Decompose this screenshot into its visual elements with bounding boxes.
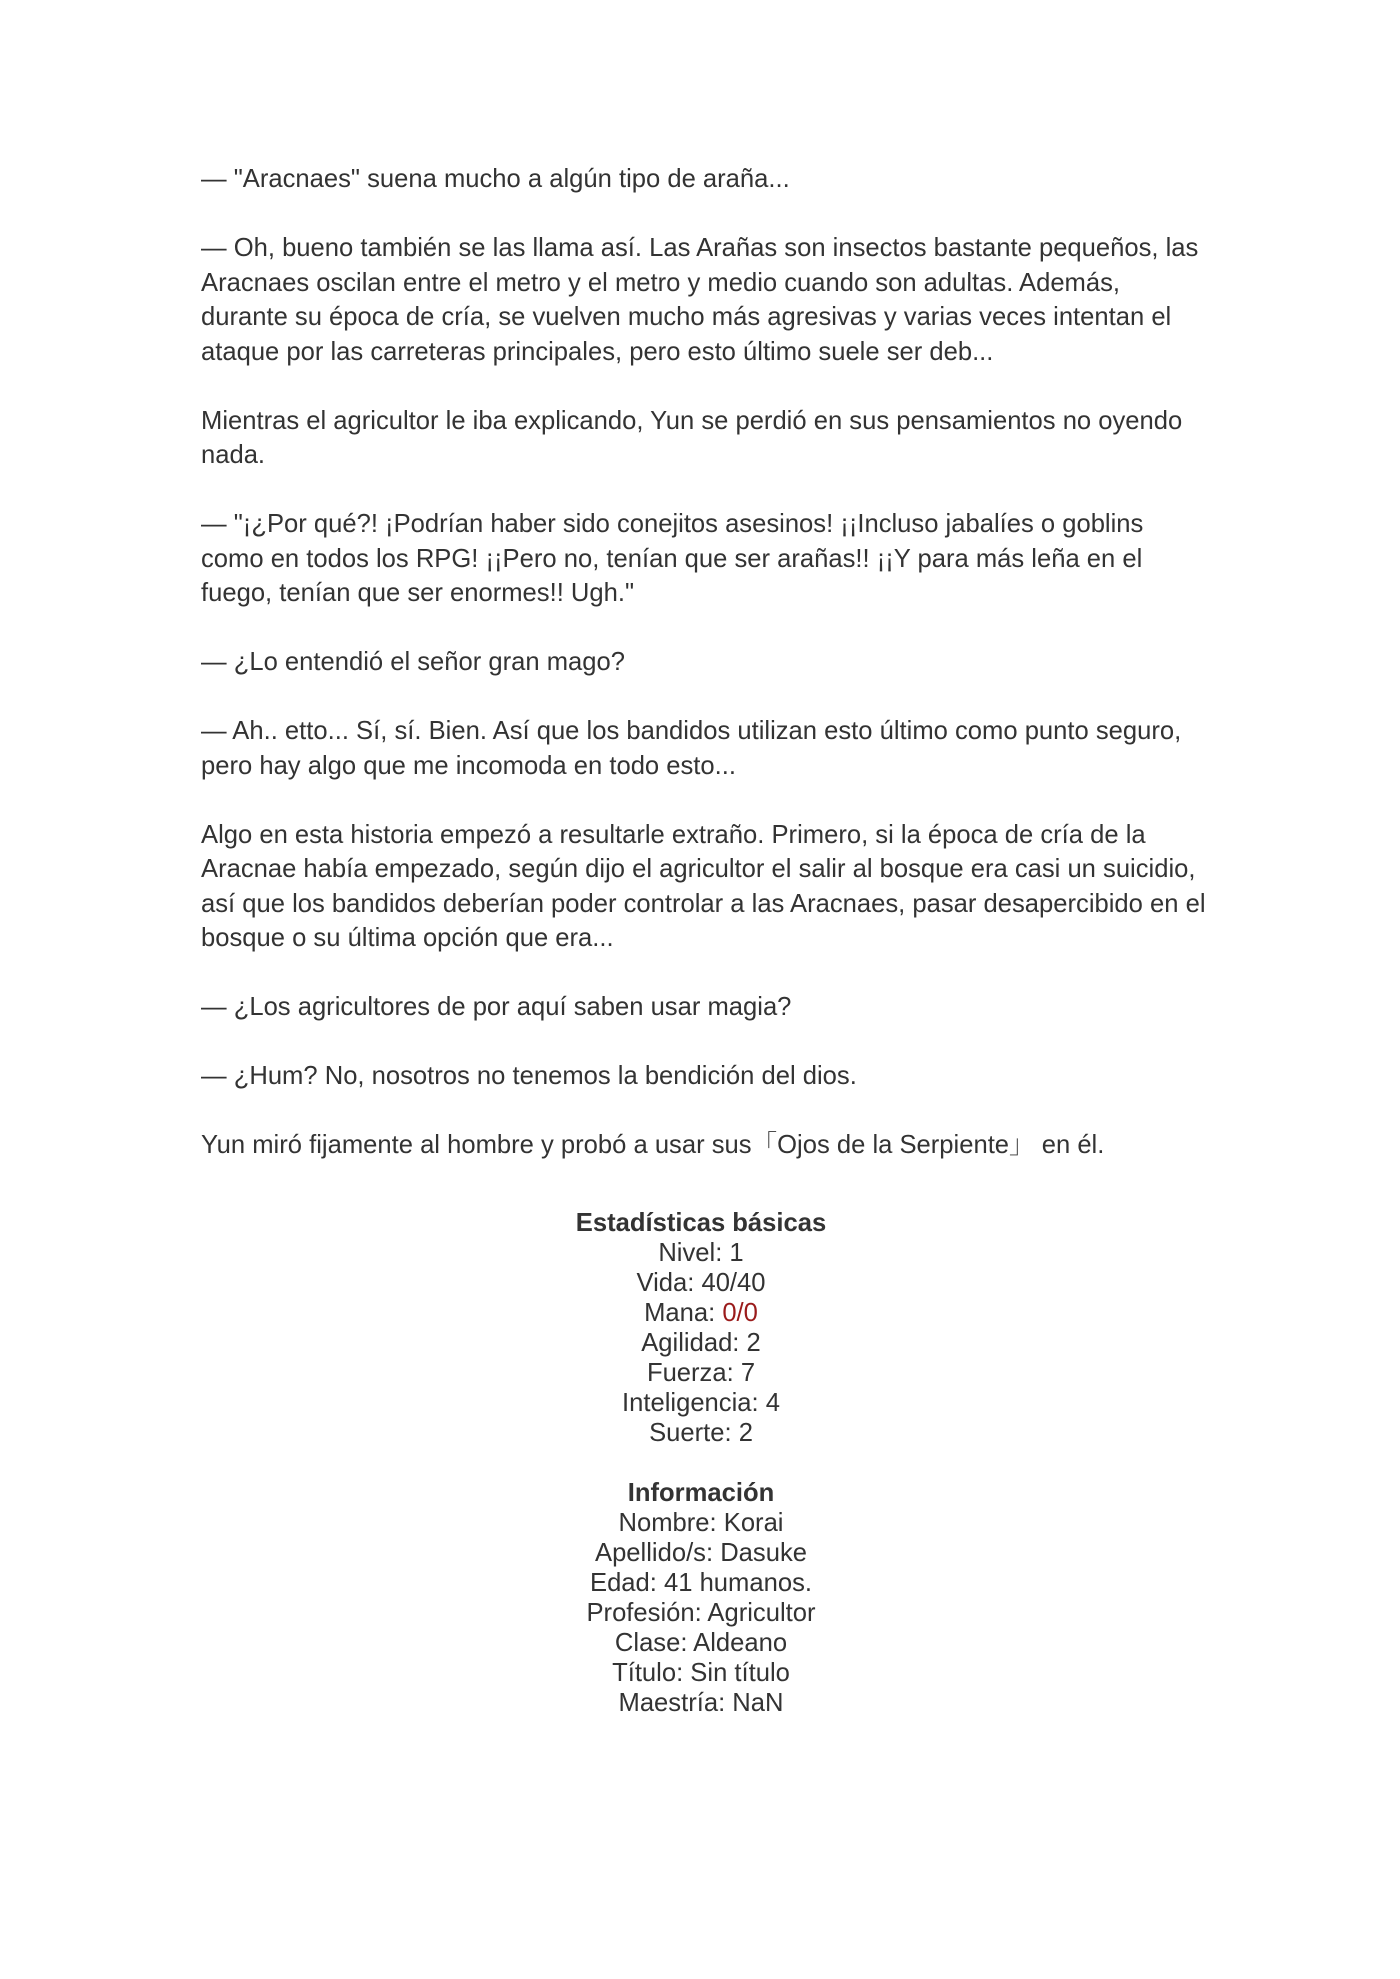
stat-mana-value: 0/0 [722, 1298, 758, 1327]
paragraph-4: — "¡¿Por qué?! ¡Podrían haber sido conejitos asesinos! ¡¡Incluso jabalíes o goblins como en todos los RPG! ¡¡Pero no, tenían que ser arañas!! ¡¡Y para más leña en el fuego, tenían que ser enormes!! Ugh." [201, 510, 1144, 607]
info-edad: Edad: 41 humanos. [590, 1568, 812, 1597]
paragraph-6: — Ah.. etto... Sí, sí. Bien. Así que los bandidos utilizan esto último como punto seguro, pero hay algo que me incomoda en todo esto... [201, 717, 1182, 780]
paragraph-2: — Oh, bueno también se las llama así. Las Arañas son insectos bastante pequeños, las Aracnaes oscilan entre el metro y el metro y medio cuando son adultas. Además, durante su época de cría, se vuelven mucho más agresivas y varias veces intentan el ataque por las carreteras principales, pero esto último suele ser deb... [201, 234, 1199, 366]
basic-stats-heading: Estadísticas básicas [575, 1208, 827, 1237]
information-heading: Información [627, 1478, 775, 1507]
document-body [201, 162, 1211, 1718]
paragraph-10: Yun miró fijamente al hombre y probó a usar sus「Ojos de la Serpiente」 en él. [201, 1131, 1105, 1159]
section-spacer [191, 1448, 1211, 1478]
stat-mana-label: Mana: [644, 1298, 723, 1327]
info-nombre: Nombre: Korai [618, 1508, 784, 1537]
character-stats-block [191, 1208, 1211, 1718]
stat-mana [191, 1298, 1211, 1328]
info-maestria: Maestría: NaN [618, 1688, 784, 1717]
stat-agilidad: Agilidad: 2 [641, 1328, 761, 1357]
paragraph-1: — "Aracnaes" suena mucho a algún tipo de araña... [201, 165, 790, 193]
paragraph-5: — ¿Lo entendió el señor gran mago? [201, 648, 625, 676]
info-profesion: Profesión: Agricultor [586, 1598, 816, 1627]
stat-vida: Vida: 40/40 [636, 1268, 766, 1297]
paragraph-7: Algo en esta historia empezó a resultarle extraño. Primero, si la época de cría de la Aracnae había empezado, según dijo el agricultor el salir al bosque era casi un suicidio, así que los bandidos deberían poder controlar a las Aracnaes, pasar desapercibido en el bosque o su última opción que era... [201, 820, 1206, 952]
stat-inteligencia: Inteligencia: 4 [622, 1388, 780, 1417]
stat-nivel: Nivel: 1 [658, 1238, 744, 1267]
info-apellido: Apellido/s: Dasuke [595, 1538, 807, 1567]
stat-fuerza: Fuerza: 7 [646, 1358, 756, 1387]
stat-suerte: Suerte: 2 [649, 1418, 753, 1447]
paragraph-8: — ¿Los agricultores de por aquí saben usar magia? [201, 993, 792, 1021]
paragraph-9: — ¿Hum? No, nosotros no tenemos la bendición del dios. [201, 1062, 857, 1090]
paragraph-3: Mientras el agricultor le iba explicando, Yun se perdió en sus pensamientos no oyendo nada. [201, 406, 1183, 469]
info-titulo: Título: Sin título [612, 1658, 790, 1687]
info-clase: Clase: Aldeano [614, 1628, 788, 1657]
